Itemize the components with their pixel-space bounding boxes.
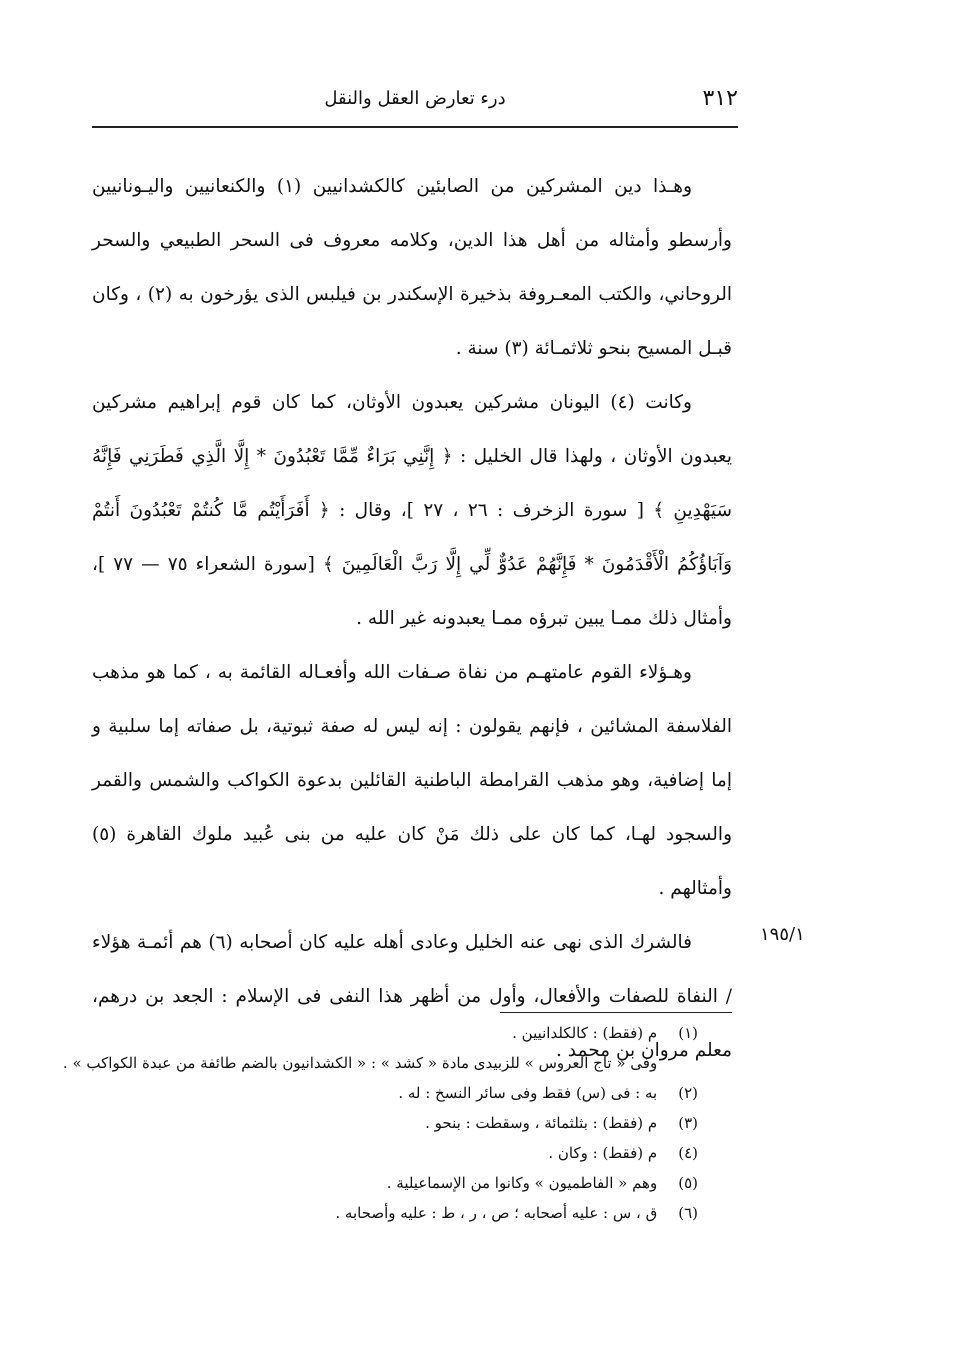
footnote-text: وهم « الفاطميون » وكانوا من الإسماعيلية .	[386, 1174, 658, 1192]
footnote-number: (٣)	[678, 1114, 698, 1132]
footnote-text: به : فى (س) فقط وفى سائر النسخ : له .	[398, 1084, 658, 1102]
margin-reference: ١٩٥/١	[760, 924, 805, 945]
page-header	[92, 82, 738, 128]
footnotes	[62, 1018, 698, 1228]
footnote-number: (٤)	[678, 1144, 698, 1162]
footnote-text: وفى « تاج العروس » للزبيدى مادة « كشد » : « الكشدانيون بالضم طائفة من عبدة الكواكب » .	[62, 1054, 658, 1072]
footnote-number: (٦)	[678, 1204, 698, 1222]
paragraph: فالشرك الذى نهى عنه الخليل وعادى أهله عليه كان أصحابه (٦) هم أئمـة هؤلاء / النفاة للصفات والأفعال، وأول من أظهر هذا النفى فى الإسلام : الجعد بن درهم، معلم مروان بن محمد .	[92, 932, 732, 1061]
footnote-number: (٥)	[678, 1174, 698, 1192]
footnote	[92, 1078, 698, 1108]
footnote-text: ق ، س : عليه أصحابه ؛ ص ، ر ، ط : عليه وأصحابه .	[335, 1204, 658, 1222]
footnote-text: م (فقط) : بثلثمائة ، وسقطت : بنحو .	[425, 1114, 658, 1132]
footnote-number: (١)	[678, 1024, 698, 1042]
main-text	[92, 160, 732, 1078]
footnote-number: (٢)	[678, 1084, 698, 1102]
footnote	[92, 1198, 698, 1228]
footnote	[92, 1168, 698, 1198]
paragraph: وهـذا دين المشركين من الصابئين كالكشدانيين (١) والكنعانيين واليـونانيين وأرسطو وأمثاله من أهل هذا الدين، وكلامه معروف فى السحر الطبيعي والسحر الروحاني، والكتب المعـروفة بذخيرة الإسكندر بن فيلبس الذى يؤرخون به (٢) ، وكان قبـل المسيح بنحو ثلاثمـائة (٣) سنة .	[92, 176, 732, 359]
footnote-text: م (فقط) : وكان .	[548, 1144, 658, 1162]
paragraph: وهـؤلاء القوم عامتهـم من نفاة صـفات الله وأفعـاله القائمة به ، كما هو مذهب الفلاسفة المشائين ، فإنهم يقولون : إنه ليس له صفة ثبوتية، بل صفاته إما سلبية و إما إضافية، وهو مذهب القرامطة الباطنية القائلين بدعوة الكواكب والشمس والقمر والسجود لهـا، كما كان على ذلك مَنْ كان عليه من بنى عُبيد ملوك القاهرة (٥) وأمثالهم .	[92, 662, 732, 899]
running-title: درء تعارض العقل والنقل	[324, 88, 506, 109]
footnote	[92, 1018, 698, 1048]
footnote	[62, 1048, 698, 1078]
footnote	[92, 1138, 698, 1168]
paragraph: وكانت (٤) اليونان مشركين يعبدون الأوثان، كما كان قوم إبراهيم مشركين يعبدون الأوثان ، ولهذا قال الخليل : ﴿ إِنَّنِي بَرَاءٌ مِّمَّا تَعْبُدُونَ * إِلَّا الَّذِي فَطَرَنِي فَإِنَّهُ سَيَهْدِينِ ﴾ [ سورة الزخرف : ٢٦ ، ٢٧ ]، وقال : ﴿ أَفَرَأَيْتُم مَّا كُنتُمْ تَعْبُدُونَ أَنتُمْ وَآبَاؤُكُمُ الْأَقْدَمُونَ * فَإِنَّهُمْ عَدُوٌّ لِّي إِلَّا رَبَّ الْعَالَمِينَ ﴾ [سورة الشعراء ٧٥ — ٧٧ ]، وأمثال ذلك ممـا يبين تبرؤه ممـا يعبدونه غير الله .	[92, 392, 733, 629]
footnote-text: م (فقط) : كالكلدانيين .	[512, 1024, 658, 1042]
page-number: ٣١٢	[702, 86, 738, 111]
footnote-divider	[500, 1012, 732, 1013]
footnote	[92, 1108, 698, 1138]
